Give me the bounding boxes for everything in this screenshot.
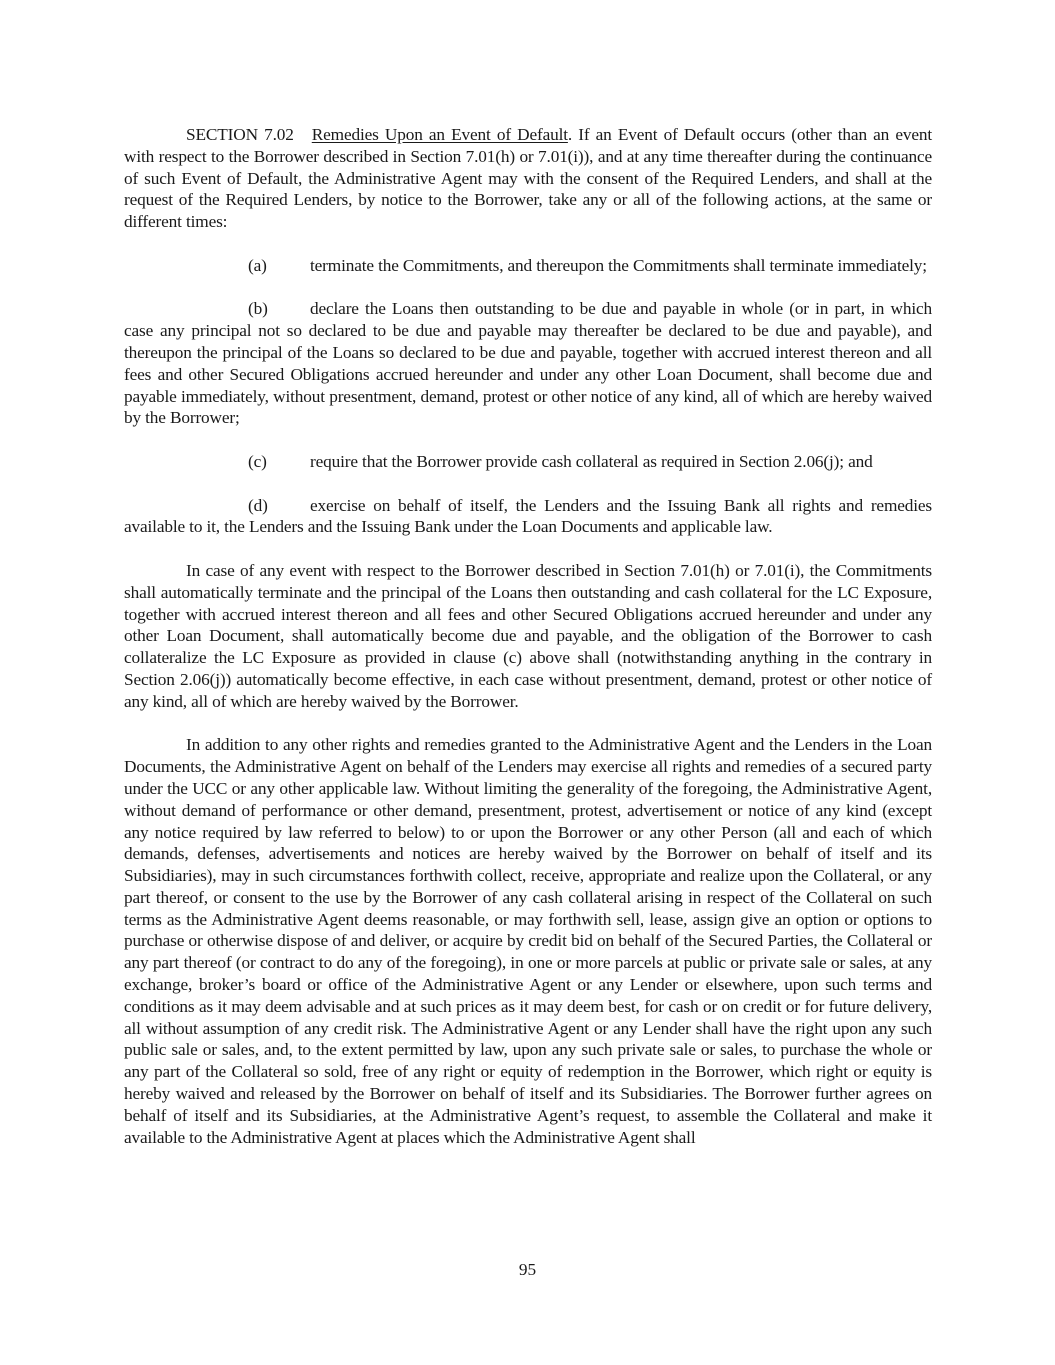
spacer — [124, 538, 932, 560]
spacer — [124, 277, 932, 299]
clause-label: (c) — [248, 451, 267, 471]
section-7-02-paragraph — [124, 124, 932, 233]
clause-label: (a) — [248, 255, 267, 275]
clause-a — [124, 255, 932, 277]
clause-text: declare the Loans then outstanding to be due and payable in whole (or in part, in which case any principal not so declared to be due and payable may thereafter be declared to be due and payable), and thereupon the principal of the Loans so declared to be due and payable, together with accrued interest thereon and all fees and other Secured Obligations accrued hereunder and under any other Loan Document, shall become due and payable immediately, without presentment, demand, protest or other notice of any kind, all of which are hereby waived by the Borrower; — [124, 299, 932, 428]
clause-text: exercise on behalf of itself, the Lenders and the Issuing Bank all rights and remedies available to it, the Lenders and the Issuing Bank under the Loan Documents and applicable law. — [124, 495, 932, 537]
clause-b — [124, 298, 932, 429]
section-number: SECTION 7.02 — [186, 125, 294, 144]
section-intro-text: . If an Event of Default occurs (other than an event with respect to the Borrower described in Section 7.01(h) or 7.01(i)), and at any time thereafter during the continuance of such Event of Default, the Administrative Agent may with the consent of the Required Lenders, and shall at the request of the Required Lenders, by notice to the Borrower, take any or all of the following actions, at the same or different times: — [124, 125, 932, 232]
spacer — [124, 429, 932, 451]
additional-remedies-paragraph: In addition to any other rights and remedies granted to the Administrative Agent and the Lenders in the Loan Documents, the Administrative Agent on behalf of the Lenders may exercise all rights and remedies of a secured party under the UCC or any other applicable law. Without limiting the generality of the foregoing, the Administrative Agent, without demand of performance or other demand, presentment, protest, advertisement or notice of any kind (except any notice required by law referred to below) to or upon the Borrower or any other Person (all and each of which demands, defenses, advertisements and notices are hereby waived by the Borrower on behalf of itself and its Subsidiaries), may in such circumstances forthwith collect, receive, appropriate and realize upon the Collateral, or any part thereof, or consent to the use by the Borrower of any cash collateral arising in respect of the Collateral on such terms as the Administrative Agent deems reasonable, or may forthwith sell, lease, assign give an option or options to purchase or otherwise dispose of and deliver, or acquire by credit bid on behalf of the Secured Parties, the Collateral or any part thereof (or contract to do any of the foregoing), in one or more parcels at public or private sale or sales, at any exchange, broker’s board or office of the Administrative Agent or any Lender or elsewhere, upon such terms and conditions as it may deem advisable and at such prices as it may deem best, for cash or on credit or for future delivery, all without assumption of any credit risk. The Administrative Agent or any Lender shall have the right upon any such public sale or sales, and, to the extent permitted by law, upon any such private sale or sales, to purchase the whole or any part of the Collateral so sold, free of any right or equity of redemption in the Borrower, which right or equity is hereby waived and released by the Borrower on behalf of itself and its Subsidiaries. The Borrower further agrees on behalf of itself and its Subsidiaries, at the Administrative Agent’s request, to assemble the Collateral and make it available to the Administrative Agent at places which the Administrative Agent shall — [124, 735, 932, 1147]
clause-text: terminate the Commitments, and thereupon the Commitments shall terminate immediately; — [310, 255, 927, 275]
spacer — [124, 473, 932, 495]
clause-label: (d) — [248, 495, 268, 515]
clause-text: require that the Borrower provide cash collateral as required in Section 2.06(j); and — [310, 451, 873, 471]
spacer — [124, 233, 932, 255]
section-title: Remedies Upon an Event of Default — [311, 125, 568, 144]
spacer — [124, 713, 932, 735]
clause-d — [124, 495, 932, 539]
clause-label: (b) — [248, 299, 268, 319]
page-number: 95 — [518, 1260, 537, 1279]
automatic-acceleration-paragraph: In case of any event with respect to the Borrower described in Section 7.01(h) or 7.01(i), the Commitments shall automatically terminate and the principal of the Loans then outstanding and cash collateral for the LC Exposure, together with accrued interest thereon and all fees and other Secured Obligations accrued hereunder and under any other Loan Document, shall automatically become due and payable, and the obligation of the Borrower to cash collateralize the LC Exposure as provided in clause (c) above shall (notwithstanding anything in the contrary in Section 2.06(j)) automatically become effective, in each case without presentment, demand, protest or other notice of any kind, all of which are hereby waived by the Borrower. — [124, 560, 932, 711]
document-page — [124, 124, 932, 1148]
clause-c — [124, 451, 932, 473]
